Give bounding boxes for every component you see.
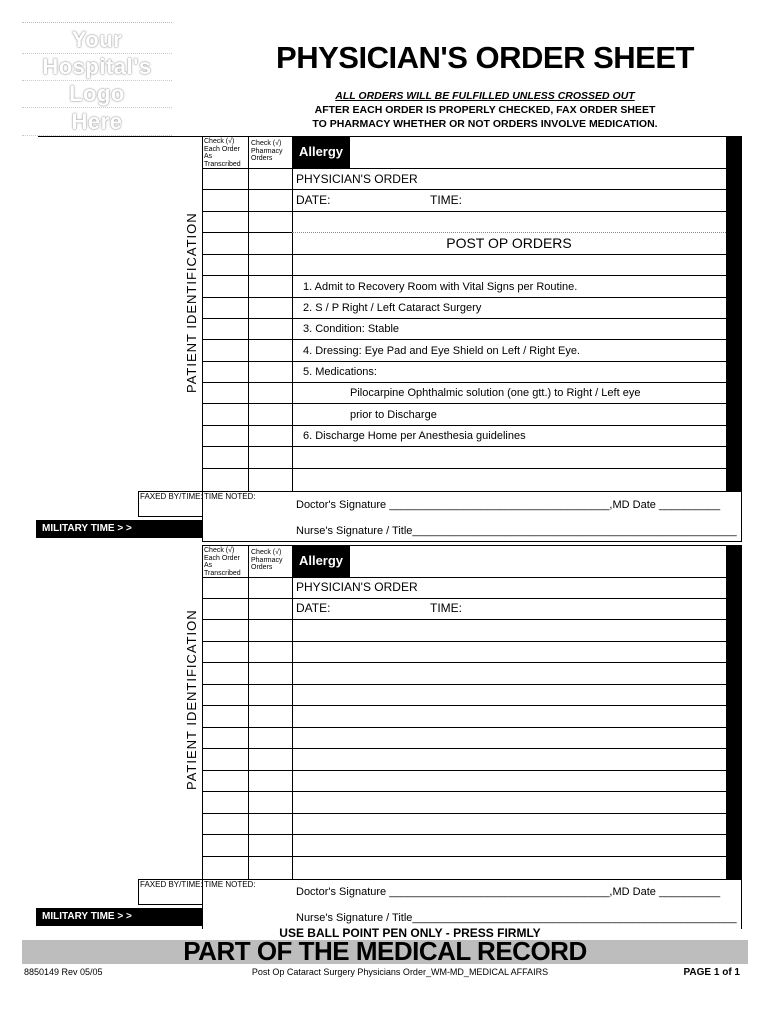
notice-line: TO PHARMACY WHETHER OR NOT ORDERS INVOLVE MEDICATION. xyxy=(312,118,658,130)
doctor-signature-line[interactable]: Doctor's Signature ____________________________________,MD Date __________ xyxy=(296,499,721,511)
check-pharmacy-header: Check (√) Pharmacy Orders xyxy=(251,549,283,571)
page-number: PAGE 1 of 1 xyxy=(683,967,740,978)
physicians-order-label: PHYSICIAN'S ORDER xyxy=(296,172,418,186)
logo-line: Here xyxy=(22,109,172,136)
time-label: TIME: xyxy=(430,193,462,207)
faxed-by-label: FAXED BY/TIME: xyxy=(140,880,203,889)
allergy-field[interactable] xyxy=(350,545,726,577)
order-item: 1. Admit to Recovery Room with Vital Signs per Routine. xyxy=(303,281,578,293)
order-item: 6. Discharge Home per Anesthesia guidelines xyxy=(303,430,526,442)
logo-line: Your xyxy=(22,27,172,54)
patient-id-label: PATIENT IDENTIFICATION xyxy=(184,212,199,393)
post-op-orders-title: POST OP ORDERS xyxy=(446,235,572,251)
logo-line: Hospital's xyxy=(22,54,172,81)
notice-line: ALL ORDERS WILL BE FULFILLED UNLESS CROSSED OUT xyxy=(335,90,635,102)
allergy-label: Allergy xyxy=(292,136,350,168)
check-transcribed-header: Check (√) Each Order As Transcribed xyxy=(204,138,241,168)
order-item: Pilocarpine Ophthalmic solution (one gtt.) to Right / Left eye xyxy=(350,387,641,399)
order-item: 3. Condition: Stable xyxy=(303,323,400,335)
page-title: PHYSICIAN'S ORDER SHEET xyxy=(276,40,694,75)
time-noted-label: TIME NOTED: xyxy=(204,492,256,501)
order-item: prior to Discharge xyxy=(350,409,437,421)
military-time-label: MILITARY TIME > > xyxy=(36,520,202,538)
nurse-signature-line[interactable]: Nurse's Signature / Title_____________________________________________________ xyxy=(296,525,737,537)
faxed-by-label: FAXED BY/TIME: xyxy=(140,492,203,501)
time-noted-label: TIME NOTED: xyxy=(204,880,256,889)
check-transcribed-header: Check (√) Each Order As Transcribed xyxy=(204,547,241,577)
physicians-order-label: PHYSICIAN'S ORDER xyxy=(296,580,418,594)
time-label: TIME: xyxy=(430,601,462,615)
nurse-signature-line[interactable]: Nurse's Signature / Title_____________________________________________________ xyxy=(296,912,737,924)
medical-record-title: PART OF THE MEDICAL RECORD xyxy=(183,936,587,966)
military-time-label: MILITARY TIME > > xyxy=(36,908,202,926)
pen-notice: USE BALL POINT PEN ONLY - PRESS FIRMLY xyxy=(279,926,541,940)
date-label: DATE: xyxy=(296,193,331,207)
notice-line: AFTER EACH ORDER IS PROPERLY CHECKED, FAX ORDER SHEET xyxy=(314,104,656,116)
right-margin-bar xyxy=(726,545,742,879)
order-item: 5. Medications: xyxy=(303,366,377,378)
patient-id-label: PATIENT IDENTIFICATION xyxy=(184,609,199,790)
logo-line: Logo xyxy=(22,81,172,108)
allergy-label: Allergy xyxy=(292,545,350,577)
doctor-signature-line[interactable]: Doctor's Signature ____________________________________,MD Date __________ xyxy=(296,886,721,898)
form-number: 8850149 Rev 05/05 xyxy=(24,967,103,977)
order-item: 4. Dressing: Eye Pad and Eye Shield on Left / Right Eye. xyxy=(303,345,580,357)
check-pharmacy-header: Check (√) Pharmacy Orders xyxy=(251,140,283,162)
order-item: 2. S / P Right / Left Cataract Surgery xyxy=(303,302,482,314)
form-name: Post Op Cataract Surgery Physicians Order_WM-MD_MEDICAL AFFAIRS xyxy=(251,967,549,977)
date-label: DATE: xyxy=(296,601,331,615)
